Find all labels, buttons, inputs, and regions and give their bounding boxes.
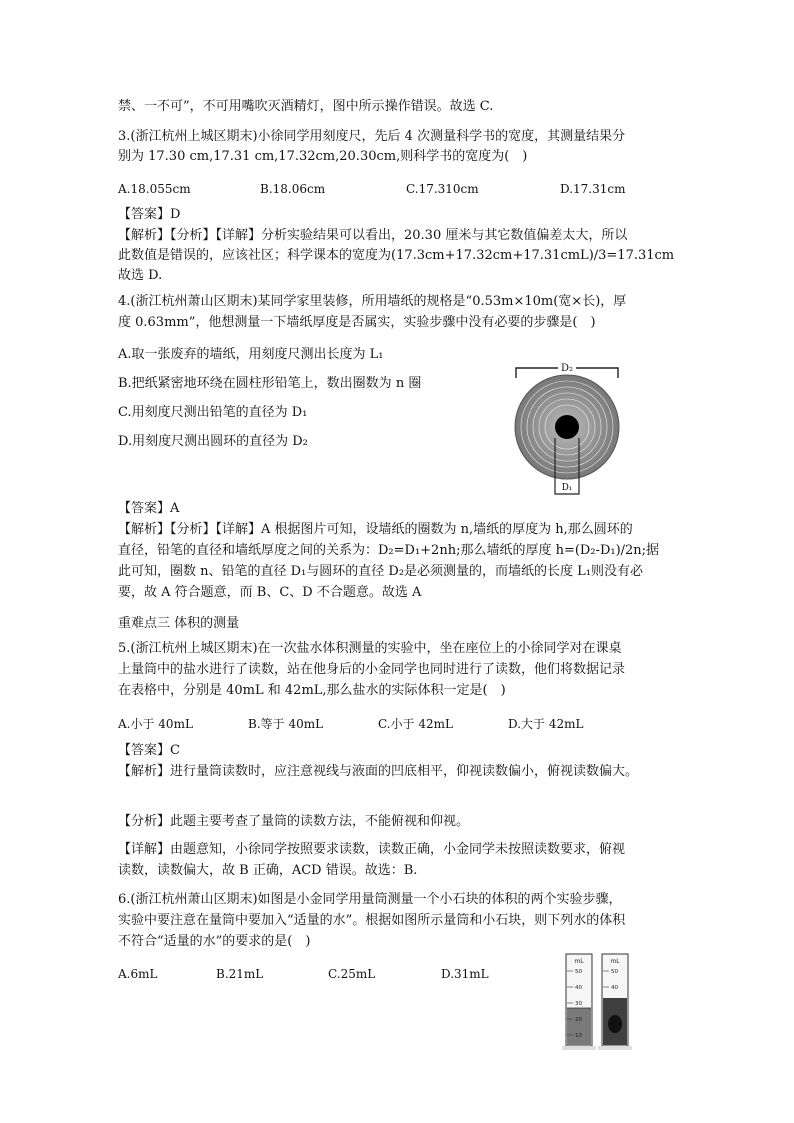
question-5-stem: 上量筒中的盐水进行了读数，站在他身后的小金同学也同时进行了读数，他们将数据记录: [118, 662, 626, 677]
question-6-stem: 6.(浙江杭州萧山区期末)如图是小金同学用量筒测量一个小石块的体积的两个实验步骤，: [118, 892, 622, 907]
q3-option-b: B.18.06cm: [260, 182, 326, 196]
explanation-line: 要，故 A 符合题意，而 B、C、D 不合题意。故选 A: [118, 585, 422, 600]
question-4-stem: 度 0.63mm”，他想测量一下墙纸厚度是否属实，实验步骤中没有必要的步骤是( ): [118, 315, 596, 330]
q6-option-d: D.31mL: [441, 967, 489, 981]
unit-label-left: mL: [574, 958, 584, 965]
question-5-stem: 5.(浙江杭州上城区期末)在一次盐水体积测量的实验中，坐在座位上的小徐同学对在课桌: [118, 641, 622, 656]
question-4-stem: 4.(浙江杭州萧山区期末)某同学家里装修，所用墙纸的规格是“0.53m×10m(宽×长)，厚: [118, 294, 627, 309]
q4-option-c: C.用刻度尺测出铅笔的直径为 D₁: [118, 405, 308, 420]
q5-option-b: B.等于 40mL: [248, 717, 324, 731]
tick-label: 10: [575, 1033, 582, 1039]
question-5-stem: 在表格中，分别是 40mL 和 42mL,那么盐水的实际体积一定是( ): [118, 683, 506, 698]
q3-option-c: C.17.310cm: [406, 182, 479, 196]
explanation-line: 故选 D.: [118, 268, 163, 283]
tick-label: 20: [575, 1017, 582, 1023]
tick-label: 30: [575, 1001, 582, 1007]
q6-option-b: B.21mL: [216, 967, 264, 981]
unit-label-right: mL: [610, 958, 620, 965]
explanation-line: 直径，铅笔的直径和墙纸厚度之间的关系为：D₂=D₁+2nh;那么墙纸的厚度 h=(D₂-D₁)/2n;据: [118, 543, 660, 558]
coil-figure: [508, 360, 626, 500]
q6-option-c: C.25mL: [328, 967, 376, 981]
question-3-stem: 3.(浙江杭州上城区期末)小徐同学用刻度尺，先后 4 次测量科学书的宽度，其测量结果分: [118, 129, 626, 144]
tick-label: 40: [611, 985, 618, 991]
q4-option-d: D.用刻度尺测出圆环的直径为 D₂: [118, 434, 308, 449]
q4-option-b: B.把纸紧密地环绕在圆柱形铅笔上，数出圈数为 n 圈: [118, 376, 422, 391]
answer-line: 【答案】C: [118, 743, 180, 758]
detail-line: 读数，读数偏大，故 B 正确，ACD 错误。故选：B.: [118, 863, 418, 878]
q5-option-c: C.小于 42mL: [378, 717, 454, 731]
tick-label: 50: [575, 969, 582, 975]
q5-option-a: A.小于 40mL: [118, 717, 193, 731]
text-line: 禁、一不可”，不可用嘴吹灭酒精灯，图中所示操作错误。故选 C.: [118, 99, 494, 114]
section-heading: 重难点三 体积的测量: [118, 616, 240, 631]
explanation-line: 此数值是错误的，应该社区；科学课本的宽度为(17.3cm+17.32cm+17.31cmL)/3=17.31cm: [118, 248, 675, 263]
q4-option-a: A.取一张废弃的墙纸，用刻度尺测出长度为 L₁: [118, 347, 384, 362]
explanation-line: 【解析】进行量筒读数时，应注意视线与液面的凹底相平，仰视读数偏小，俯视读数偏大。: [118, 764, 639, 779]
q3-option-a: A.18.055cm: [118, 182, 191, 196]
answer-line: 【答案】D: [118, 207, 181, 222]
question-6-stem: 实验中要注意在量筒中要加入“适量的水”。根据如图所示量筒和小石块，则下列水的体积: [118, 913, 626, 928]
explanation-line: 【解析】【分析】【详解】A 根据图片可知，设墙纸的圈数为 n,墙纸的厚度为 h,那么圆环的: [118, 522, 633, 537]
graduated-cylinders-figure: [560, 948, 636, 1056]
explanation-line: 【解析】【分析】【详解】分析实验结果可以看出，20.30 厘米与其它数值偏差太大，所以: [118, 228, 628, 243]
question-3-stem: 别为 17.30 cm,17.31 cm,17.32cm,20.30cm,则科学书的宽度为( ): [118, 149, 528, 164]
tick-label: 50: [611, 969, 618, 975]
answer-line: 【答案】A: [118, 501, 180, 516]
explanation-line: 此可知，圈数 n、铅笔的直径 D₁与圆环的直径 D₂是必须测量的，而墙纸的长度 L₁则没有必: [118, 564, 644, 579]
analysis-line: 【分析】此题主要考查了量筒的读数方法，不能俯视和仰视。: [118, 814, 470, 829]
q3-option-d: D.17.31cm: [560, 182, 626, 196]
label-d1: D₁: [561, 483, 573, 493]
q5-option-d: D.大于 42mL: [508, 717, 584, 731]
q6-option-a: A.6mL: [118, 967, 158, 981]
tick-label: 40: [575, 985, 582, 991]
label-d2: D₂: [560, 363, 574, 374]
detail-line: 【详解】由题意知，小徐同学按照要求读数，读数正确，小金同学未按照读数要求，俯视: [118, 842, 626, 857]
question-6-stem: 不符合“适量的水”的要求的是( ): [118, 934, 311, 949]
